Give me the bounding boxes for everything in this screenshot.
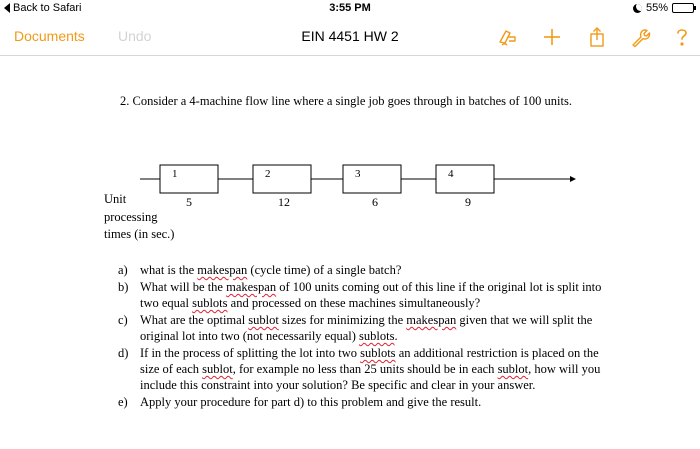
- question-text-part: If in the process of splitting the lot into two: [140, 346, 361, 360]
- question-item: [118, 279, 618, 311]
- question-text-part: What will be the: [140, 280, 227, 294]
- question-text-part: given that we will split the original lot into two (not necessarily equal): [140, 313, 593, 343]
- question-text: [140, 394, 618, 410]
- spellcheck-word: makespan: [197, 263, 248, 277]
- do-not-disturb-icon: [633, 4, 642, 13]
- clock: 3:55 PM: [329, 2, 371, 14]
- question-text-part: Apply your procedure for part d) to this problem and give the result.: [140, 395, 482, 409]
- machine-label-1: 1: [172, 168, 178, 180]
- question-letter: d): [118, 346, 129, 360]
- question-text-part: and processed on these machines simultaneously?: [227, 296, 481, 310]
- spellcheck-word: makespan: [406, 313, 457, 327]
- machine-box-1: [160, 165, 218, 193]
- wrench-icon[interactable]: [628, 25, 652, 49]
- question-text-part: What are the optimal: [140, 313, 249, 327]
- question-text: [140, 312, 618, 344]
- machine-label-3: 3: [355, 168, 361, 180]
- machine-box-2: [253, 165, 311, 193]
- times-label: times (in sec.): [104, 227, 175, 241]
- spellcheck-word: sublot: [248, 313, 279, 327]
- question-text: [140, 262, 618, 278]
- question-text-part: of 100 units coming out of this line if the original lot is split into two equal: [140, 280, 602, 310]
- documents-button[interactable]: Documents: [14, 28, 85, 44]
- question-letter: e): [118, 395, 128, 409]
- machine-label-2: 2: [265, 168, 271, 180]
- status-right: [633, 2, 694, 14]
- question-item: [118, 312, 618, 344]
- plus-icon[interactable]: [540, 25, 564, 49]
- machine-time-2: 12: [278, 195, 290, 209]
- questions-list: [118, 262, 618, 411]
- spellcheck-word: sublots: [359, 329, 395, 343]
- flow-arrowhead: [570, 176, 576, 182]
- question-text-part: an additional restriction is placed on the size of each: [140, 346, 599, 376]
- question-text-part: , for example no less than 25 units should be in each: [232, 362, 498, 376]
- document-page: [0, 57, 700, 449]
- unit-label: Unit: [104, 192, 127, 206]
- machine-time-3: 6: [372, 195, 378, 209]
- machine-box-3: [343, 165, 401, 193]
- status-bar: [0, 0, 700, 18]
- undo-button[interactable]: Undo: [118, 28, 152, 44]
- problem-statement: 2. Consider a 4-machine flow line where a single job goes through in batches of 100 units.: [120, 94, 572, 108]
- document-title: EIN 4451 HW 2: [301, 28, 399, 44]
- question-text-part: .: [394, 329, 398, 343]
- spellcheck-word: sublot: [497, 362, 529, 376]
- question-text-part: (cycle time) of a single batch?: [247, 263, 402, 277]
- machine-time-1: 5: [186, 195, 192, 209]
- question-text-part: what is the: [140, 263, 198, 277]
- battery-icon: [672, 3, 694, 13]
- question-text: [140, 345, 618, 393]
- spellcheck-word: sublot: [202, 362, 233, 376]
- question-letter: b): [118, 280, 129, 294]
- machine-time-4: 9: [465, 195, 471, 209]
- question-text-part: sizes for minimizing the: [278, 313, 407, 327]
- share-icon[interactable]: [585, 25, 609, 49]
- spellcheck-word: makespan: [226, 280, 277, 294]
- processing-label: processing: [104, 210, 158, 224]
- format-brush-icon[interactable]: [496, 25, 520, 49]
- question-item: [118, 262, 618, 278]
- question-letter: c): [118, 313, 128, 327]
- toolbar: [0, 18, 700, 56]
- question-item: [118, 345, 618, 393]
- question-letter: a): [118, 263, 128, 277]
- machine-box-4: [436, 165, 494, 193]
- spellcheck-word: sublots: [360, 346, 396, 360]
- machine-label-4: 4: [448, 168, 454, 180]
- battery-percent: 55%: [645, 2, 668, 14]
- help-icon[interactable]: [670, 25, 694, 49]
- spellcheck-word: sublots: [192, 296, 228, 310]
- question-item: [118, 394, 618, 410]
- question-text: [140, 279, 618, 311]
- question-text-part: , how will you include this constraint into your solution? Be specific and clear in your answer.: [140, 362, 601, 392]
- back-to-safari-label: Back to Safari: [13, 2, 82, 14]
